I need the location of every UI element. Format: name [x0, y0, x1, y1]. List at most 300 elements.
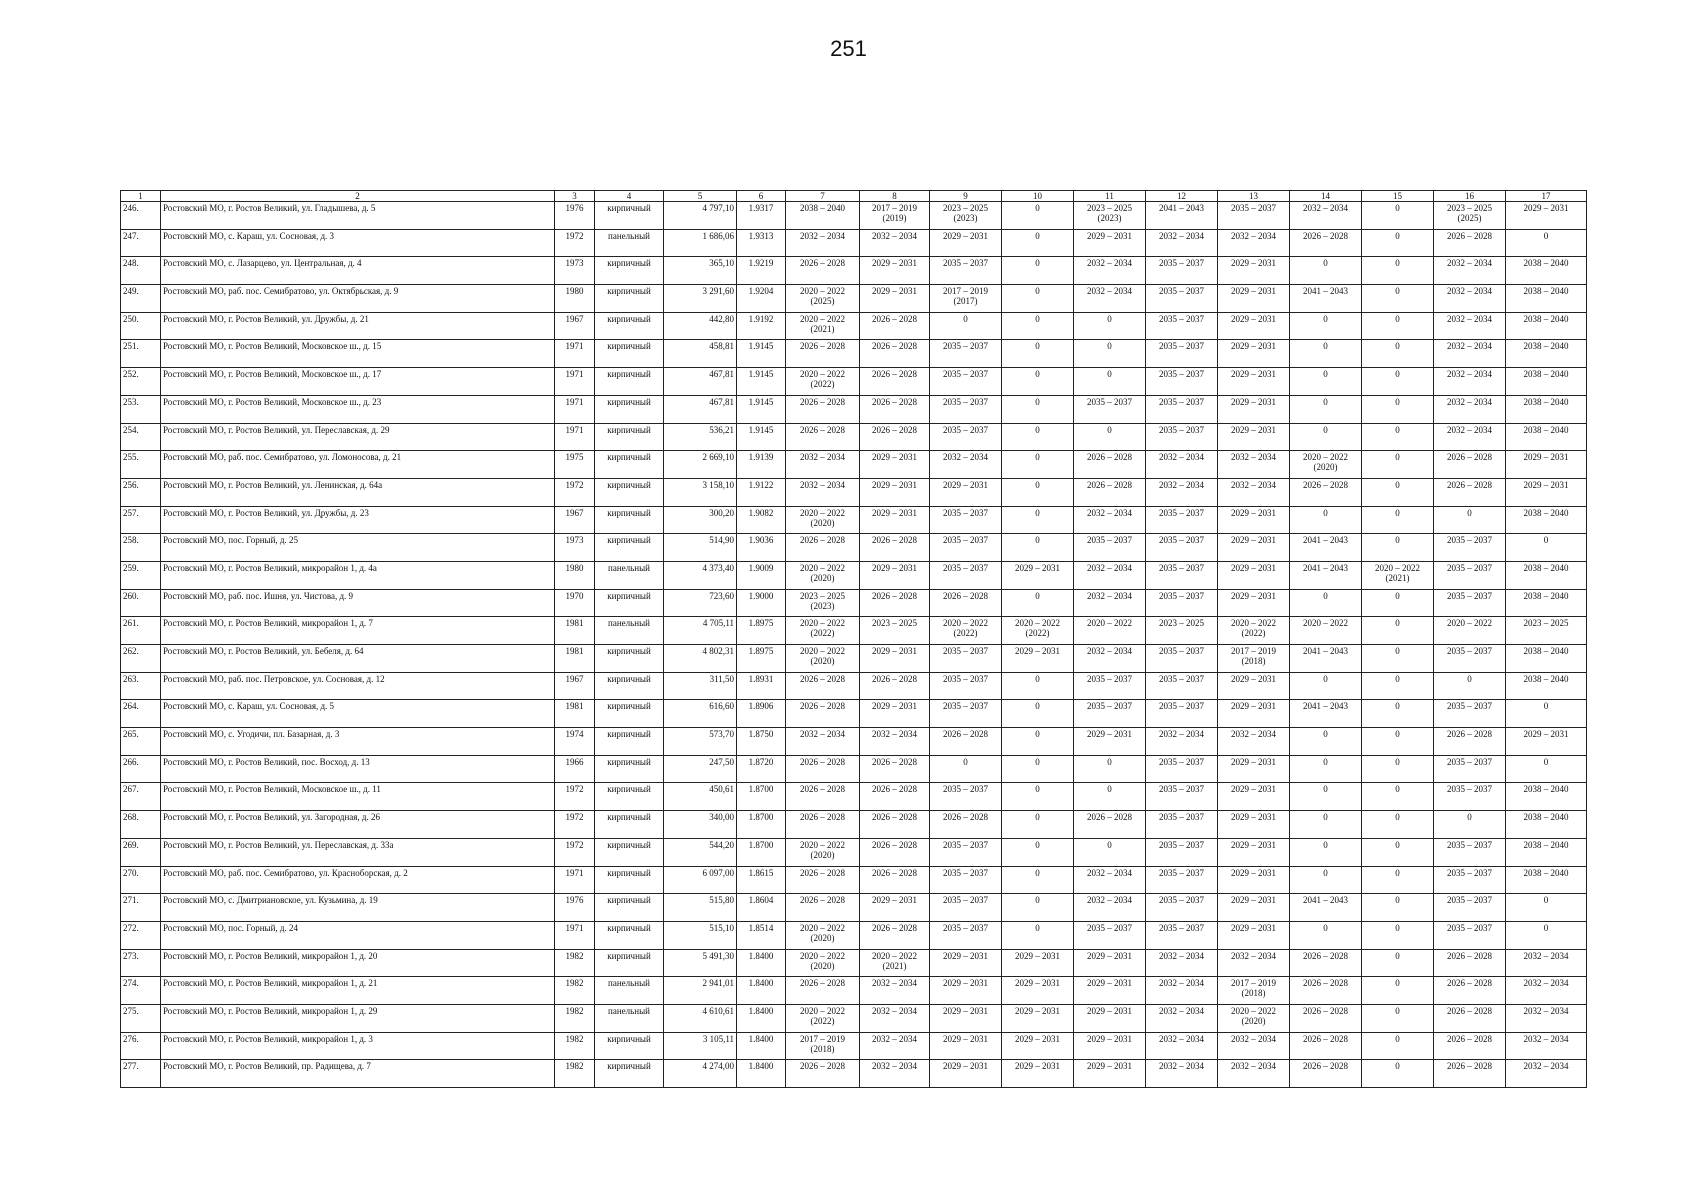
table-cell-col-11: 0: [1074, 368, 1146, 396]
table-cell-col-15: 0: [1362, 921, 1434, 949]
table-cell-col-15: 0: [1362, 257, 1434, 285]
table-cell-col-10: 0: [1002, 395, 1074, 423]
table-cell-col-10: 0: [1002, 783, 1074, 811]
table-cell-col-6: 1.9139: [737, 451, 786, 479]
table-cell-col-16: 2020 – 2022: [1434, 617, 1506, 645]
table-cell-col-9: 2023 – 2025 (2023): [930, 202, 1002, 230]
table-cell-col-9: 2026 – 2028: [930, 728, 1002, 756]
table-cell-col-10: 0: [1002, 340, 1074, 368]
table-cell-col-17: 0: [1506, 534, 1587, 562]
table-cell-col-9: 2020 – 2022 (2022): [930, 617, 1002, 645]
table-cell-col-13: 2029 – 2031: [1218, 589, 1290, 617]
table-cell-col-6: 1.9204: [737, 285, 786, 313]
table-cell-col-2: Ростовский МО, раб. пос. Семибратово, ул. Красноборская, д. 2: [161, 866, 555, 894]
table-cell-col-10: 0: [1002, 312, 1074, 340]
table-cell-col-14: 0: [1290, 755, 1362, 783]
table-cell-col-9: 2026 – 2028: [930, 811, 1002, 839]
table-cell-col-8: 2029 – 2031: [860, 561, 930, 589]
table-cell-col-11: 2032 – 2034: [1074, 589, 1146, 617]
table-cell-col-2: Ростовский МО, раб. пос. Семибратово, ул. Ломоносова, д. 21: [161, 451, 555, 479]
table-cell-col-17: 2038 – 2040: [1506, 561, 1587, 589]
table-cell-col-7: 2026 – 2028: [786, 672, 860, 700]
table-cell-col-8: 2026 – 2028: [860, 783, 930, 811]
table-cell-col-4: кирпичный: [595, 949, 664, 977]
table-cell-col-7: 2026 – 2028: [786, 977, 860, 1005]
table-cell-col-4: кирпичный: [595, 755, 664, 783]
table-cell-col-1: 275.: [121, 1004, 161, 1032]
table-cell-col-12: 2035 – 2037: [1146, 506, 1218, 534]
table-cell-col-2: Ростовский МО, пос. Горный, д. 24: [161, 921, 555, 949]
table-cell-col-13: 2032 – 2034: [1218, 478, 1290, 506]
table-cell-col-12: 2032 – 2034: [1146, 1032, 1218, 1060]
table-row: [121, 561, 1587, 589]
table-cell-col-13: 2032 – 2034: [1218, 949, 1290, 977]
table-cell-col-15: 0: [1362, 506, 1434, 534]
table-cell-col-3: 1976: [555, 894, 595, 922]
table-cell-col-15: 0: [1362, 617, 1434, 645]
table-cell-col-17: 2029 – 2031: [1506, 451, 1587, 479]
table-cell-col-9: 2035 – 2037: [930, 672, 1002, 700]
table-cell-col-1: 263.: [121, 672, 161, 700]
table-cell-col-10: 2020 – 2022 (2022): [1002, 617, 1074, 645]
table-cell-col-10: 0: [1002, 478, 1074, 506]
table-cell-col-6: 1.9000: [737, 589, 786, 617]
table-cell-col-16: 2035 – 2037: [1434, 561, 1506, 589]
table-cell-col-1: 274.: [121, 977, 161, 1005]
table-cell-col-11: 2035 – 2037: [1074, 395, 1146, 423]
table-cell-col-15: 0: [1362, 838, 1434, 866]
table-cell-col-6: 1.8700: [737, 838, 786, 866]
table-cell-col-15: 0: [1362, 977, 1434, 1005]
table-cell-col-16: 2035 – 2037: [1434, 921, 1506, 949]
table-cell-col-6: 1.8400: [737, 1060, 786, 1088]
table-cell-col-16: 2026 – 2028: [1434, 478, 1506, 506]
table-cell-col-2: Ростовский МО, г. Ростов Великий, микрорайон 1, д. 7: [161, 617, 555, 645]
table-cell-col-7: 2026 – 2028: [786, 534, 860, 562]
table-cell-col-15: 0: [1362, 534, 1434, 562]
table-cell-col-12: 2035 – 2037: [1146, 312, 1218, 340]
table-cell-col-3: 1967: [555, 506, 595, 534]
table-cell-col-13: 2029 – 2031: [1218, 257, 1290, 285]
table-cell-col-7: 2020 – 2022 (2020): [786, 838, 860, 866]
table-cell-col-10: 2029 – 2031: [1002, 1004, 1074, 1032]
table-cell-col-7: 2026 – 2028: [786, 894, 860, 922]
table-cell-col-8: 2032 – 2034: [860, 229, 930, 257]
table-cell-col-1: 271.: [121, 894, 161, 922]
table-cell-col-9: 2029 – 2031: [930, 1032, 1002, 1060]
table-cell-col-5: 3 105,11: [664, 1032, 737, 1060]
table-cell-col-14: 0: [1290, 368, 1362, 396]
table-cell-col-17: 2038 – 2040: [1506, 811, 1587, 839]
table-body: [121, 202, 1587, 1088]
table-cell-col-3: 1981: [555, 645, 595, 673]
table-cell-col-9: 0: [930, 312, 1002, 340]
table-cell-col-17: 2038 – 2040: [1506, 866, 1587, 894]
table-cell-col-4: кирпичный: [595, 312, 664, 340]
table-cell-col-8: 2032 – 2034: [860, 1032, 930, 1060]
table-cell-col-16: 2035 – 2037: [1434, 838, 1506, 866]
table-cell-col-17: 2038 – 2040: [1506, 672, 1587, 700]
table-cell-col-17: 2038 – 2040: [1506, 783, 1587, 811]
table-cell-col-14: 0: [1290, 257, 1362, 285]
table-cell-col-4: кирпичный: [595, 728, 664, 756]
table-cell-col-1: 273.: [121, 949, 161, 977]
table-cell-col-2: Ростовский МО, с. Караш, ул. Сосновая, д. 3: [161, 229, 555, 257]
table-cell-col-16: 2026 – 2028: [1434, 728, 1506, 756]
table-cell-col-16: 2035 – 2037: [1434, 589, 1506, 617]
table-cell-col-17: 2032 – 2034: [1506, 1032, 1587, 1060]
table-cell-col-10: 0: [1002, 894, 1074, 922]
table-cell-col-17: 2038 – 2040: [1506, 257, 1587, 285]
table-cell-col-16: 2032 – 2034: [1434, 395, 1506, 423]
table-cell-col-4: кирпичный: [595, 700, 664, 728]
table-cell-col-16: 2026 – 2028: [1434, 1032, 1506, 1060]
table-cell-col-9: 2029 – 2031: [930, 1060, 1002, 1088]
table-cell-col-12: 2035 – 2037: [1146, 755, 1218, 783]
table-cell-col-5: 3 291,60: [664, 285, 737, 313]
table-cell-col-4: кирпичный: [595, 866, 664, 894]
table-cell-col-9: 2035 – 2037: [930, 368, 1002, 396]
table-cell-col-6: 1.9122: [737, 478, 786, 506]
table-cell-col-3: 1982: [555, 977, 595, 1005]
table-cell-col-8: 2029 – 2031: [860, 478, 930, 506]
page-number: 251: [830, 36, 867, 61]
table-cell-col-5: 616,60: [664, 700, 737, 728]
table-cell-col-4: кирпичный: [595, 783, 664, 811]
table-cell-col-4: кирпичный: [595, 534, 664, 562]
table-cell-col-3: 1972: [555, 229, 595, 257]
table-cell-col-5: 3 158,10: [664, 478, 737, 506]
table-cell-col-16: 2035 – 2037: [1434, 894, 1506, 922]
table-cell-col-7: 2026 – 2028: [786, 395, 860, 423]
table-cell-col-12: 2023 – 2025: [1146, 617, 1218, 645]
table-cell-col-6: 1.8750: [737, 728, 786, 756]
table-cell-col-16: 2023 – 2025 (2025): [1434, 202, 1506, 230]
table-cell-col-14: 0: [1290, 728, 1362, 756]
table-cell-col-17: 2032 – 2034: [1506, 1004, 1587, 1032]
table-cell-col-11: 0: [1074, 312, 1146, 340]
table-cell-col-1: 262.: [121, 645, 161, 673]
table-cell-col-4: кирпичный: [595, 340, 664, 368]
table-cell-col-3: 1971: [555, 395, 595, 423]
register-table-container: [120, 190, 1577, 1088]
table-cell-col-11: 2032 – 2034: [1074, 506, 1146, 534]
table-row: [121, 700, 1587, 728]
column-header-13: 13: [1218, 191, 1290, 202]
table-row: [121, 312, 1587, 340]
table-cell-col-14: 2041 – 2043: [1290, 645, 1362, 673]
table-cell-col-3: 1982: [555, 949, 595, 977]
table-cell-col-5: 4 610,61: [664, 1004, 737, 1032]
table-cell-col-13: 2029 – 2031: [1218, 700, 1290, 728]
table-cell-col-10: 2029 – 2031: [1002, 1032, 1074, 1060]
table-cell-col-15: 0: [1362, 340, 1434, 368]
table-cell-col-12: 2032 – 2034: [1146, 977, 1218, 1005]
table-cell-col-7: 2026 – 2028: [786, 700, 860, 728]
table-cell-col-11: 2035 – 2037: [1074, 672, 1146, 700]
table-cell-col-5: 2 941,01: [664, 977, 737, 1005]
table-cell-col-14: 0: [1290, 506, 1362, 534]
table-row: [121, 672, 1587, 700]
table-cell-col-8: 2029 – 2031: [860, 700, 930, 728]
table-cell-col-4: кирпичный: [595, 257, 664, 285]
table-cell-col-14: 2026 – 2028: [1290, 1004, 1362, 1032]
table-cell-col-2: Ростовский МО, г. Ростов Великий, ул. Загородная, д. 26: [161, 811, 555, 839]
table-cell-col-5: 5 491,30: [664, 949, 737, 977]
table-cell-col-14: 2026 – 2028: [1290, 1060, 1362, 1088]
table-cell-col-14: 0: [1290, 589, 1362, 617]
table-cell-col-10: 0: [1002, 257, 1074, 285]
table-cell-col-11: 2035 – 2037: [1074, 921, 1146, 949]
table-cell-col-4: панельный: [595, 977, 664, 1005]
table-cell-col-17: 2038 – 2040: [1506, 645, 1587, 673]
table-cell-col-5: 1 686,06: [664, 229, 737, 257]
table-cell-col-11: 2035 – 2037: [1074, 700, 1146, 728]
table-cell-col-7: 2020 – 2022 (2022): [786, 1004, 860, 1032]
table-row: [121, 1004, 1587, 1032]
table-row: [121, 783, 1587, 811]
table-cell-col-9: 2017 – 2019 (2017): [930, 285, 1002, 313]
table-cell-col-7: 2020 – 2022 (2022): [786, 617, 860, 645]
table-cell-col-13: 2029 – 2031: [1218, 672, 1290, 700]
table-cell-col-6: 1.9313: [737, 229, 786, 257]
table-cell-col-16: 2035 – 2037: [1434, 866, 1506, 894]
table-cell-col-15: 0: [1362, 1060, 1434, 1088]
table-cell-col-12: 2035 – 2037: [1146, 921, 1218, 949]
table-cell-col-2: Ростовский МО, с. Угодичи, пл. Базарная, д. 3: [161, 728, 555, 756]
table-cell-col-8: 2026 – 2028: [860, 921, 930, 949]
table-cell-col-17: 0: [1506, 229, 1587, 257]
table-cell-col-5: 442,80: [664, 312, 737, 340]
table-cell-col-9: 2029 – 2031: [930, 1004, 1002, 1032]
table-cell-col-16: 2026 – 2028: [1434, 1060, 1506, 1088]
table-cell-col-2: Ростовский МО, г. Ростов Великий, пр. Радищева, д. 7: [161, 1060, 555, 1088]
table-row: [121, 340, 1587, 368]
table-cell-col-13: 2029 – 2031: [1218, 340, 1290, 368]
table-cell-col-10: 2029 – 2031: [1002, 1060, 1074, 1088]
table-cell-col-6: 1.8615: [737, 866, 786, 894]
table-cell-col-3: 1981: [555, 617, 595, 645]
table-cell-col-3: 1980: [555, 285, 595, 313]
table-cell-col-17: 2029 – 2031: [1506, 478, 1587, 506]
table-cell-col-6: 1.9009: [737, 561, 786, 589]
table-row: [121, 1032, 1587, 1060]
table-cell-col-12: 2035 – 2037: [1146, 257, 1218, 285]
column-header-8: 8: [860, 191, 930, 202]
table-cell-col-4: кирпичный: [595, 478, 664, 506]
table-cell-col-5: 458,81: [664, 340, 737, 368]
table-cell-col-2: Ростовский МО, г. Ростов Великий, микрорайон 1, д. 3: [161, 1032, 555, 1060]
table-cell-col-2: Ростовский МО, г. Ростов Великий, микрорайон 1, д. 21: [161, 977, 555, 1005]
table-cell-col-9: 2035 – 2037: [930, 561, 1002, 589]
table-row: [121, 811, 1587, 839]
table-cell-col-11: 2032 – 2034: [1074, 285, 1146, 313]
table-cell-col-6: 1.9036: [737, 534, 786, 562]
table-cell-col-9: 2035 – 2037: [930, 534, 1002, 562]
table-cell-col-3: 1971: [555, 340, 595, 368]
table-cell-col-6: 1.9082: [737, 506, 786, 534]
table-cell-col-6: 1.9219: [737, 257, 786, 285]
table-cell-col-11: 2029 – 2031: [1074, 949, 1146, 977]
table-cell-col-8: 2017 – 2019 (2019): [860, 202, 930, 230]
table-cell-col-14: 0: [1290, 783, 1362, 811]
table-row: [121, 617, 1587, 645]
table-cell-col-13: 2029 – 2031: [1218, 312, 1290, 340]
table-cell-col-4: кирпичный: [595, 1060, 664, 1088]
table-cell-col-10: 0: [1002, 811, 1074, 839]
table-cell-col-16: 2026 – 2028: [1434, 977, 1506, 1005]
table-cell-col-16: 2032 – 2034: [1434, 312, 1506, 340]
table-cell-col-3: 1976: [555, 202, 595, 230]
table-cell-col-2: Ростовский МО, г. Ростов Великий, ул. Гладышева, д. 5: [161, 202, 555, 230]
table-cell-col-9: 2029 – 2031: [930, 229, 1002, 257]
table-cell-col-13: 2029 – 2031: [1218, 561, 1290, 589]
table-cell-col-9: 2035 – 2037: [930, 423, 1002, 451]
table-cell-col-12: 2035 – 2037: [1146, 700, 1218, 728]
table-cell-col-3: 1973: [555, 257, 595, 285]
table-cell-col-8: 2026 – 2028: [860, 866, 930, 894]
table-cell-col-15: 0: [1362, 1032, 1434, 1060]
table-cell-col-4: кирпичный: [595, 645, 664, 673]
table-cell-col-3: 1966: [555, 755, 595, 783]
table-cell-col-10: 0: [1002, 423, 1074, 451]
table-cell-col-3: 1975: [555, 451, 595, 479]
table-cell-col-1: 264.: [121, 700, 161, 728]
table-cell-col-4: кирпичный: [595, 368, 664, 396]
table-cell-col-13: 2029 – 2031: [1218, 921, 1290, 949]
table-cell-col-14: 2032 – 2034: [1290, 202, 1362, 230]
table-cell-col-2: Ростовский МО, раб. пос. Семибратово, ул. Октябрьская, д. 9: [161, 285, 555, 313]
table-cell-col-6: 1.8700: [737, 811, 786, 839]
table-cell-col-3: 1967: [555, 312, 595, 340]
table-cell-col-10: 0: [1002, 202, 1074, 230]
table-cell-col-1: 249.: [121, 285, 161, 313]
table-cell-col-12: 2032 – 2034: [1146, 229, 1218, 257]
table-row: [121, 838, 1587, 866]
table-cell-col-11: 0: [1074, 838, 1146, 866]
table-cell-col-11: 2032 – 2034: [1074, 866, 1146, 894]
table-cell-col-17: 2038 – 2040: [1506, 340, 1587, 368]
table-row: [121, 977, 1587, 1005]
table-cell-col-14: 2026 – 2028: [1290, 229, 1362, 257]
table-cell-col-14: 2026 – 2028: [1290, 949, 1362, 977]
table-cell-col-14: 2041 – 2043: [1290, 561, 1362, 589]
table-cell-col-15: 0: [1362, 312, 1434, 340]
table-cell-col-2: Ростовский МО, пос. Горный, д. 25: [161, 534, 555, 562]
table-cell-col-10: 0: [1002, 451, 1074, 479]
table-cell-col-15: 2020 – 2022 (2021): [1362, 561, 1434, 589]
table-cell-col-4: кирпичный: [595, 202, 664, 230]
table-cell-col-9: 2029 – 2031: [930, 478, 1002, 506]
table-cell-col-6: 1.9145: [737, 368, 786, 396]
table-cell-col-8: 2020 – 2022 (2021): [860, 949, 930, 977]
table-cell-col-8: 2026 – 2028: [860, 395, 930, 423]
table-cell-col-14: 2020 – 2022: [1290, 617, 1362, 645]
table-cell-col-17: 2038 – 2040: [1506, 589, 1587, 617]
table-row: [121, 395, 1587, 423]
table-cell-col-5: 467,81: [664, 368, 737, 396]
table-cell-col-11: 2032 – 2034: [1074, 894, 1146, 922]
table-cell-col-1: 246.: [121, 202, 161, 230]
table-cell-col-4: кирпичный: [595, 451, 664, 479]
table-cell-col-2: Ростовский МО, г. Ростов Великий, Московское ш., д. 15: [161, 340, 555, 368]
table-cell-col-13: 2029 – 2031: [1218, 506, 1290, 534]
table-cell-col-5: 536,21: [664, 423, 737, 451]
table-cell-col-5: 4 274,00: [664, 1060, 737, 1088]
table-cell-col-11: 2029 – 2031: [1074, 1060, 1146, 1088]
table-row: [121, 921, 1587, 949]
column-header-3: 3: [555, 191, 595, 202]
table-cell-col-16: 2026 – 2028: [1434, 229, 1506, 257]
table-cell-col-1: 247.: [121, 229, 161, 257]
table-cell-col-1: 272.: [121, 921, 161, 949]
table-cell-col-16: 2032 – 2034: [1434, 257, 1506, 285]
table-cell-col-13: 2029 – 2031: [1218, 395, 1290, 423]
table-cell-col-13: 2032 – 2034: [1218, 1060, 1290, 1088]
table-cell-col-12: 2035 – 2037: [1146, 589, 1218, 617]
table-cell-col-16: 2026 – 2028: [1434, 451, 1506, 479]
table-cell-col-3: 1982: [555, 1032, 595, 1060]
table-cell-col-3: 1980: [555, 561, 595, 589]
column-header-2: 2: [161, 191, 555, 202]
table-cell-col-4: кирпичный: [595, 395, 664, 423]
table-cell-col-3: 1971: [555, 866, 595, 894]
table-cell-col-8: 2032 – 2034: [860, 728, 930, 756]
table-cell-col-12: 2041 – 2043: [1146, 202, 1218, 230]
table-cell-col-7: 2023 – 2025 (2023): [786, 589, 860, 617]
register-table: [120, 190, 1587, 1088]
table-cell-col-14: 0: [1290, 395, 1362, 423]
table-cell-col-1: 257.: [121, 506, 161, 534]
table-cell-col-9: 2035 – 2037: [930, 645, 1002, 673]
table-cell-col-3: 1967: [555, 672, 595, 700]
table-cell-col-3: 1972: [555, 478, 595, 506]
table-cell-col-10: 0: [1002, 534, 1074, 562]
table-cell-col-12: 2035 – 2037: [1146, 811, 1218, 839]
table-cell-col-8: 2026 – 2028: [860, 368, 930, 396]
table-cell-col-1: 253.: [121, 395, 161, 423]
table-cell-col-1: 258.: [121, 534, 161, 562]
table-cell-col-14: 2020 – 2022 (2020): [1290, 451, 1362, 479]
table-cell-col-11: 2032 – 2034: [1074, 645, 1146, 673]
table-cell-col-5: 340,00: [664, 811, 737, 839]
table-cell-col-15: 0: [1362, 478, 1434, 506]
table-row: [121, 506, 1587, 534]
table-row: [121, 257, 1587, 285]
table-cell-col-14: 0: [1290, 423, 1362, 451]
table-cell-col-4: кирпичный: [595, 838, 664, 866]
table-cell-col-3: 1974: [555, 728, 595, 756]
table-cell-col-17: 2023 – 2025: [1506, 617, 1587, 645]
table-cell-col-6: 1.8400: [737, 949, 786, 977]
table-cell-col-14: 2041 – 2043: [1290, 700, 1362, 728]
table-cell-col-6: 1.8906: [737, 700, 786, 728]
table-cell-col-13: 2020 – 2022 (2020): [1218, 1004, 1290, 1032]
table-cell-col-2: Ростовский МО, с. Лазарцево, ул. Центральная, д. 4: [161, 257, 555, 285]
table-cell-col-15: 0: [1362, 755, 1434, 783]
table-cell-col-6: 1.8975: [737, 617, 786, 645]
table-cell-col-10: 0: [1002, 285, 1074, 313]
table-cell-col-13: 2032 – 2034: [1218, 728, 1290, 756]
table-cell-col-12: 2032 – 2034: [1146, 1060, 1218, 1088]
table-cell-col-6: 1.9192: [737, 312, 786, 340]
table-cell-col-5: 2 669,10: [664, 451, 737, 479]
table-cell-col-4: кирпичный: [595, 589, 664, 617]
table-cell-col-8: 2029 – 2031: [860, 257, 930, 285]
table-cell-col-12: 2035 – 2037: [1146, 783, 1218, 811]
table-row: [121, 894, 1587, 922]
table-cell-col-1: 255.: [121, 451, 161, 479]
